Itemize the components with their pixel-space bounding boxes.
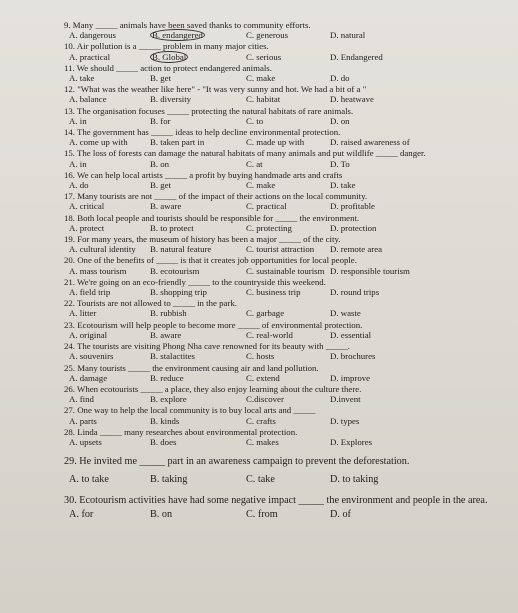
- question-14: [64, 127, 500, 147]
- question-stem: 10. Air pollution is a _____ problem in many major cities.: [64, 41, 269, 52]
- question-stem: 13. The organisation focuses _____ protecting the natural habitats of rare animals.: [64, 105, 354, 116]
- option-c[interactable]: C. sustainable tourism: [246, 265, 325, 276]
- option-d[interactable]: D. raised awareness of: [330, 137, 410, 148]
- answer-options: [64, 244, 500, 254]
- answer-options: [64, 201, 500, 211]
- option-a[interactable]: A. take: [69, 73, 95, 84]
- option-c[interactable]: C. extend: [246, 372, 280, 383]
- answer-options: [64, 394, 500, 404]
- question-stem: 21. We're going on an eco-friendly _____ to the countryside this weekend.: [64, 276, 326, 287]
- answer-options: [64, 474, 500, 486]
- option-d[interactable]: D. of: [330, 509, 351, 521]
- option-c[interactable]: C. serious: [246, 51, 282, 62]
- option-d[interactable]: D. types: [330, 415, 360, 426]
- option-c[interactable]: C. from: [246, 509, 278, 521]
- answer-options: [64, 180, 500, 190]
- option-c[interactable]: C. makes: [246, 436, 279, 447]
- option-a[interactable]: A. critical: [69, 201, 105, 212]
- option-c[interactable]: C. habitat: [246, 94, 281, 105]
- option-b[interactable]: B. taken part in: [150, 137, 205, 148]
- answer-options: [64, 266, 500, 276]
- option-a[interactable]: A. field trip: [69, 287, 111, 298]
- option-d[interactable]: D. to taking: [330, 474, 379, 486]
- answer-options: [64, 373, 500, 383]
- option-b[interactable]: B. stalactites: [150, 351, 195, 362]
- option-d[interactable]: D. do: [330, 73, 350, 84]
- option-c[interactable]: C. practical: [246, 201, 287, 212]
- option-c[interactable]: C. crafts: [246, 415, 276, 426]
- question-13: [64, 106, 500, 126]
- question-stem: 12. "What was the weather like here" - "It was very sunny and hot. We had a bit of a ": [64, 84, 367, 95]
- option-c[interactable]: C. made up with: [246, 137, 305, 148]
- option-a[interactable]: A. practical: [69, 51, 111, 62]
- circled-answer: B. endangered: [152, 30, 203, 41]
- question-stem: 18. Both local people and tourists should be responsible for _____ the environment.: [64, 212, 360, 223]
- option-c[interactable]: C. garbage: [246, 308, 285, 319]
- option-d[interactable]: D. round trips: [330, 287, 380, 298]
- option-c[interactable]: C. make: [246, 73, 276, 84]
- option-a[interactable]: A. for: [69, 509, 94, 521]
- option-a[interactable]: A. litter: [69, 308, 97, 319]
- option-a[interactable]: A. do: [69, 180, 89, 191]
- question-19: [64, 234, 500, 254]
- option-a[interactable]: A. cultural identity: [69, 244, 136, 255]
- option-c[interactable]: C. take: [246, 474, 275, 486]
- option-b[interactable]: B. natural feature: [150, 244, 212, 255]
- option-d[interactable]: D. brochures: [330, 351, 376, 362]
- option-b[interactable]: B. aware: [150, 201, 182, 212]
- question-30: [64, 495, 500, 521]
- question-stem: 27. One way to help the local community is to buy local arts and _____: [64, 405, 316, 416]
- question-stem: 17. Many tourists are not _____ of the impact of their actions on the local community.: [64, 191, 368, 202]
- option-d[interactable]: D. natural: [330, 30, 366, 41]
- question-21: [64, 277, 500, 297]
- question-12: [64, 84, 500, 104]
- answer-options: [64, 94, 500, 104]
- option-b[interactable]: B. get: [150, 180, 172, 191]
- answer-options: [64, 52, 500, 62]
- question-20: [64, 255, 500, 275]
- option-b[interactable]: B. on: [150, 158, 170, 169]
- option-b[interactable]: B. explore: [150, 394, 187, 405]
- option-d[interactable]: D. waste: [330, 308, 361, 319]
- question-9: [64, 20, 500, 40]
- answer-options: [64, 308, 500, 318]
- option-a[interactable]: A. in: [69, 115, 87, 126]
- option-a[interactable]: A. original: [69, 329, 108, 340]
- option-a[interactable]: A. upsets: [69, 436, 102, 447]
- option-a[interactable]: A. mass tourism: [69, 265, 127, 276]
- option-d[interactable]: D. remote area: [330, 244, 383, 255]
- option-a[interactable]: A. to take: [69, 474, 109, 486]
- option-d[interactable]: D. on: [330, 115, 350, 126]
- option-a[interactable]: A. come up with: [69, 137, 128, 148]
- option-c[interactable]: C. make: [246, 180, 276, 191]
- question-stem: 28. Linda _____ many researches about environmental protection.: [64, 426, 298, 437]
- answer-options: [64, 437, 500, 447]
- option-b[interactable]: B. kinds: [150, 415, 180, 426]
- option-c[interactable]: C. hosts: [246, 351, 275, 362]
- question-stem: 9. Many _____ animals have been saved thanks to community efforts.: [64, 20, 311, 30]
- answer-options: [64, 351, 500, 361]
- question-29: [64, 456, 500, 486]
- question-stem: 16. We can help local artists _____ a profit by buying handmade arts and crafts: [64, 169, 343, 180]
- option-b[interactable]: [150, 52, 246, 62]
- option-a[interactable]: A. dangerous: [69, 30, 116, 41]
- option-c[interactable]: C. to: [246, 115, 264, 126]
- question-stem: 25. Many tourists _____ the environment causing air and land pollution.: [64, 362, 319, 373]
- question-stem: 26. When ecotourists _____ a place, they also enjoy learning about the culture there.: [64, 383, 362, 394]
- option-c[interactable]: C. real-world: [246, 329, 293, 340]
- question-stem: 14. The government has _____ ideas to help decline environmental protection.: [64, 127, 341, 138]
- option-d[interactable]: D. essential: [330, 329, 372, 340]
- option-c[interactable]: C.discover: [246, 394, 284, 405]
- option-b[interactable]: [150, 30, 246, 40]
- answer-options: [64, 116, 500, 126]
- option-d[interactable]: D. protection: [330, 222, 377, 233]
- option-b[interactable]: B. for: [150, 115, 171, 126]
- option-b[interactable]: B. get: [150, 73, 172, 84]
- option-d[interactable]: D. profitable: [330, 201, 375, 212]
- option-a[interactable]: A. damage: [69, 372, 108, 383]
- answer-options: [64, 330, 500, 340]
- question-23: [64, 320, 500, 340]
- question-stem: 20. One of the benefits of _____ is that it creates job opportunities for local people.: [64, 255, 357, 266]
- option-b[interactable]: B. shopping trip: [150, 287, 207, 298]
- question-stem: 29. He invited me _____ part in an awareness campaign to prevent the deforestation.: [64, 456, 410, 468]
- option-d[interactable]: D.invent: [330, 394, 361, 405]
- option-b[interactable]: B. on: [150, 509, 173, 521]
- option-d[interactable]: D. Endangered: [330, 51, 383, 62]
- option-c[interactable]: C. business trip: [246, 287, 301, 298]
- option-a[interactable]: A. souvenirs: [69, 351, 114, 362]
- option-a[interactable]: A. parts: [69, 415, 97, 426]
- option-b[interactable]: B. to protect: [150, 222, 194, 233]
- answer-options: [64, 223, 500, 233]
- question-18: [64, 213, 500, 233]
- option-d[interactable]: D. heatwave: [330, 94, 374, 105]
- question-stem: 15. The loss of forests can damage the natural habitats of many animals and put wildlife _____ danger.: [64, 148, 426, 159]
- option-b[interactable]: B. diversity: [150, 94, 192, 105]
- option-b[interactable]: B. taking: [150, 474, 188, 486]
- question-10: [64, 41, 500, 61]
- option-a[interactable]: A. protect: [69, 222, 105, 233]
- option-c[interactable]: C. at: [246, 158, 263, 169]
- question-11: [64, 63, 500, 83]
- answer-options: [64, 73, 500, 83]
- answer-options: [64, 159, 500, 169]
- answer-options: [64, 509, 500, 521]
- option-d[interactable]: D. responsible tourism: [330, 265, 410, 276]
- question-stem: 22. Tourists are not allowed to _____ in the park.: [64, 298, 237, 309]
- question-16: [64, 170, 500, 190]
- option-a[interactable]: A. find: [69, 394, 94, 405]
- answer-options: [64, 30, 500, 40]
- option-a[interactable]: A. in: [69, 158, 87, 169]
- question-26: [64, 384, 500, 404]
- option-d[interactable]: D. take: [330, 180, 356, 191]
- option-a[interactable]: A. balance: [69, 94, 107, 105]
- option-b[interactable]: B. aware: [150, 329, 182, 340]
- option-b[interactable]: B. ecotourism: [150, 265, 200, 276]
- question-24: [64, 341, 500, 361]
- option-c[interactable]: C. protecting: [246, 222, 292, 233]
- question-27: [64, 405, 500, 425]
- answer-options: [64, 137, 500, 147]
- option-b[interactable]: B. does: [150, 436, 177, 447]
- question-stem: 19. For many years, the museum of history has been a major _____ of the city.: [64, 234, 341, 245]
- question-stem: 11. We should _____ action to protect endangered animals.: [64, 62, 272, 73]
- option-c[interactable]: C. tourist attraction: [246, 244, 315, 255]
- question-17: [64, 191, 500, 211]
- question-22: [64, 298, 500, 318]
- option-b[interactable]: B. reduce: [150, 372, 184, 383]
- circled-answer: B. Global: [152, 51, 187, 62]
- question-25: [64, 363, 500, 383]
- option-d[interactable]: D. To: [330, 158, 350, 169]
- question-stem: 30. Ecotourism activities have had some negative impact _____ the environment and people in the area.: [64, 495, 488, 507]
- answer-options: [64, 416, 500, 426]
- option-d[interactable]: D. improve: [330, 372, 371, 383]
- option-d[interactable]: D. Explores: [330, 436, 373, 447]
- question-stem: 23. Ecotourism will help people to become more _____ of environmental protection.: [64, 319, 363, 330]
- question-stem: 24. The tourists are visiting Phong Nha cave renowned for its beauty with _____.: [64, 341, 350, 352]
- option-c[interactable]: C. generous: [246, 30, 289, 41]
- option-b[interactable]: B. rubbish: [150, 308, 187, 319]
- answer-options: [64, 287, 500, 297]
- question-28: [64, 427, 500, 447]
- question-15: [64, 148, 500, 168]
